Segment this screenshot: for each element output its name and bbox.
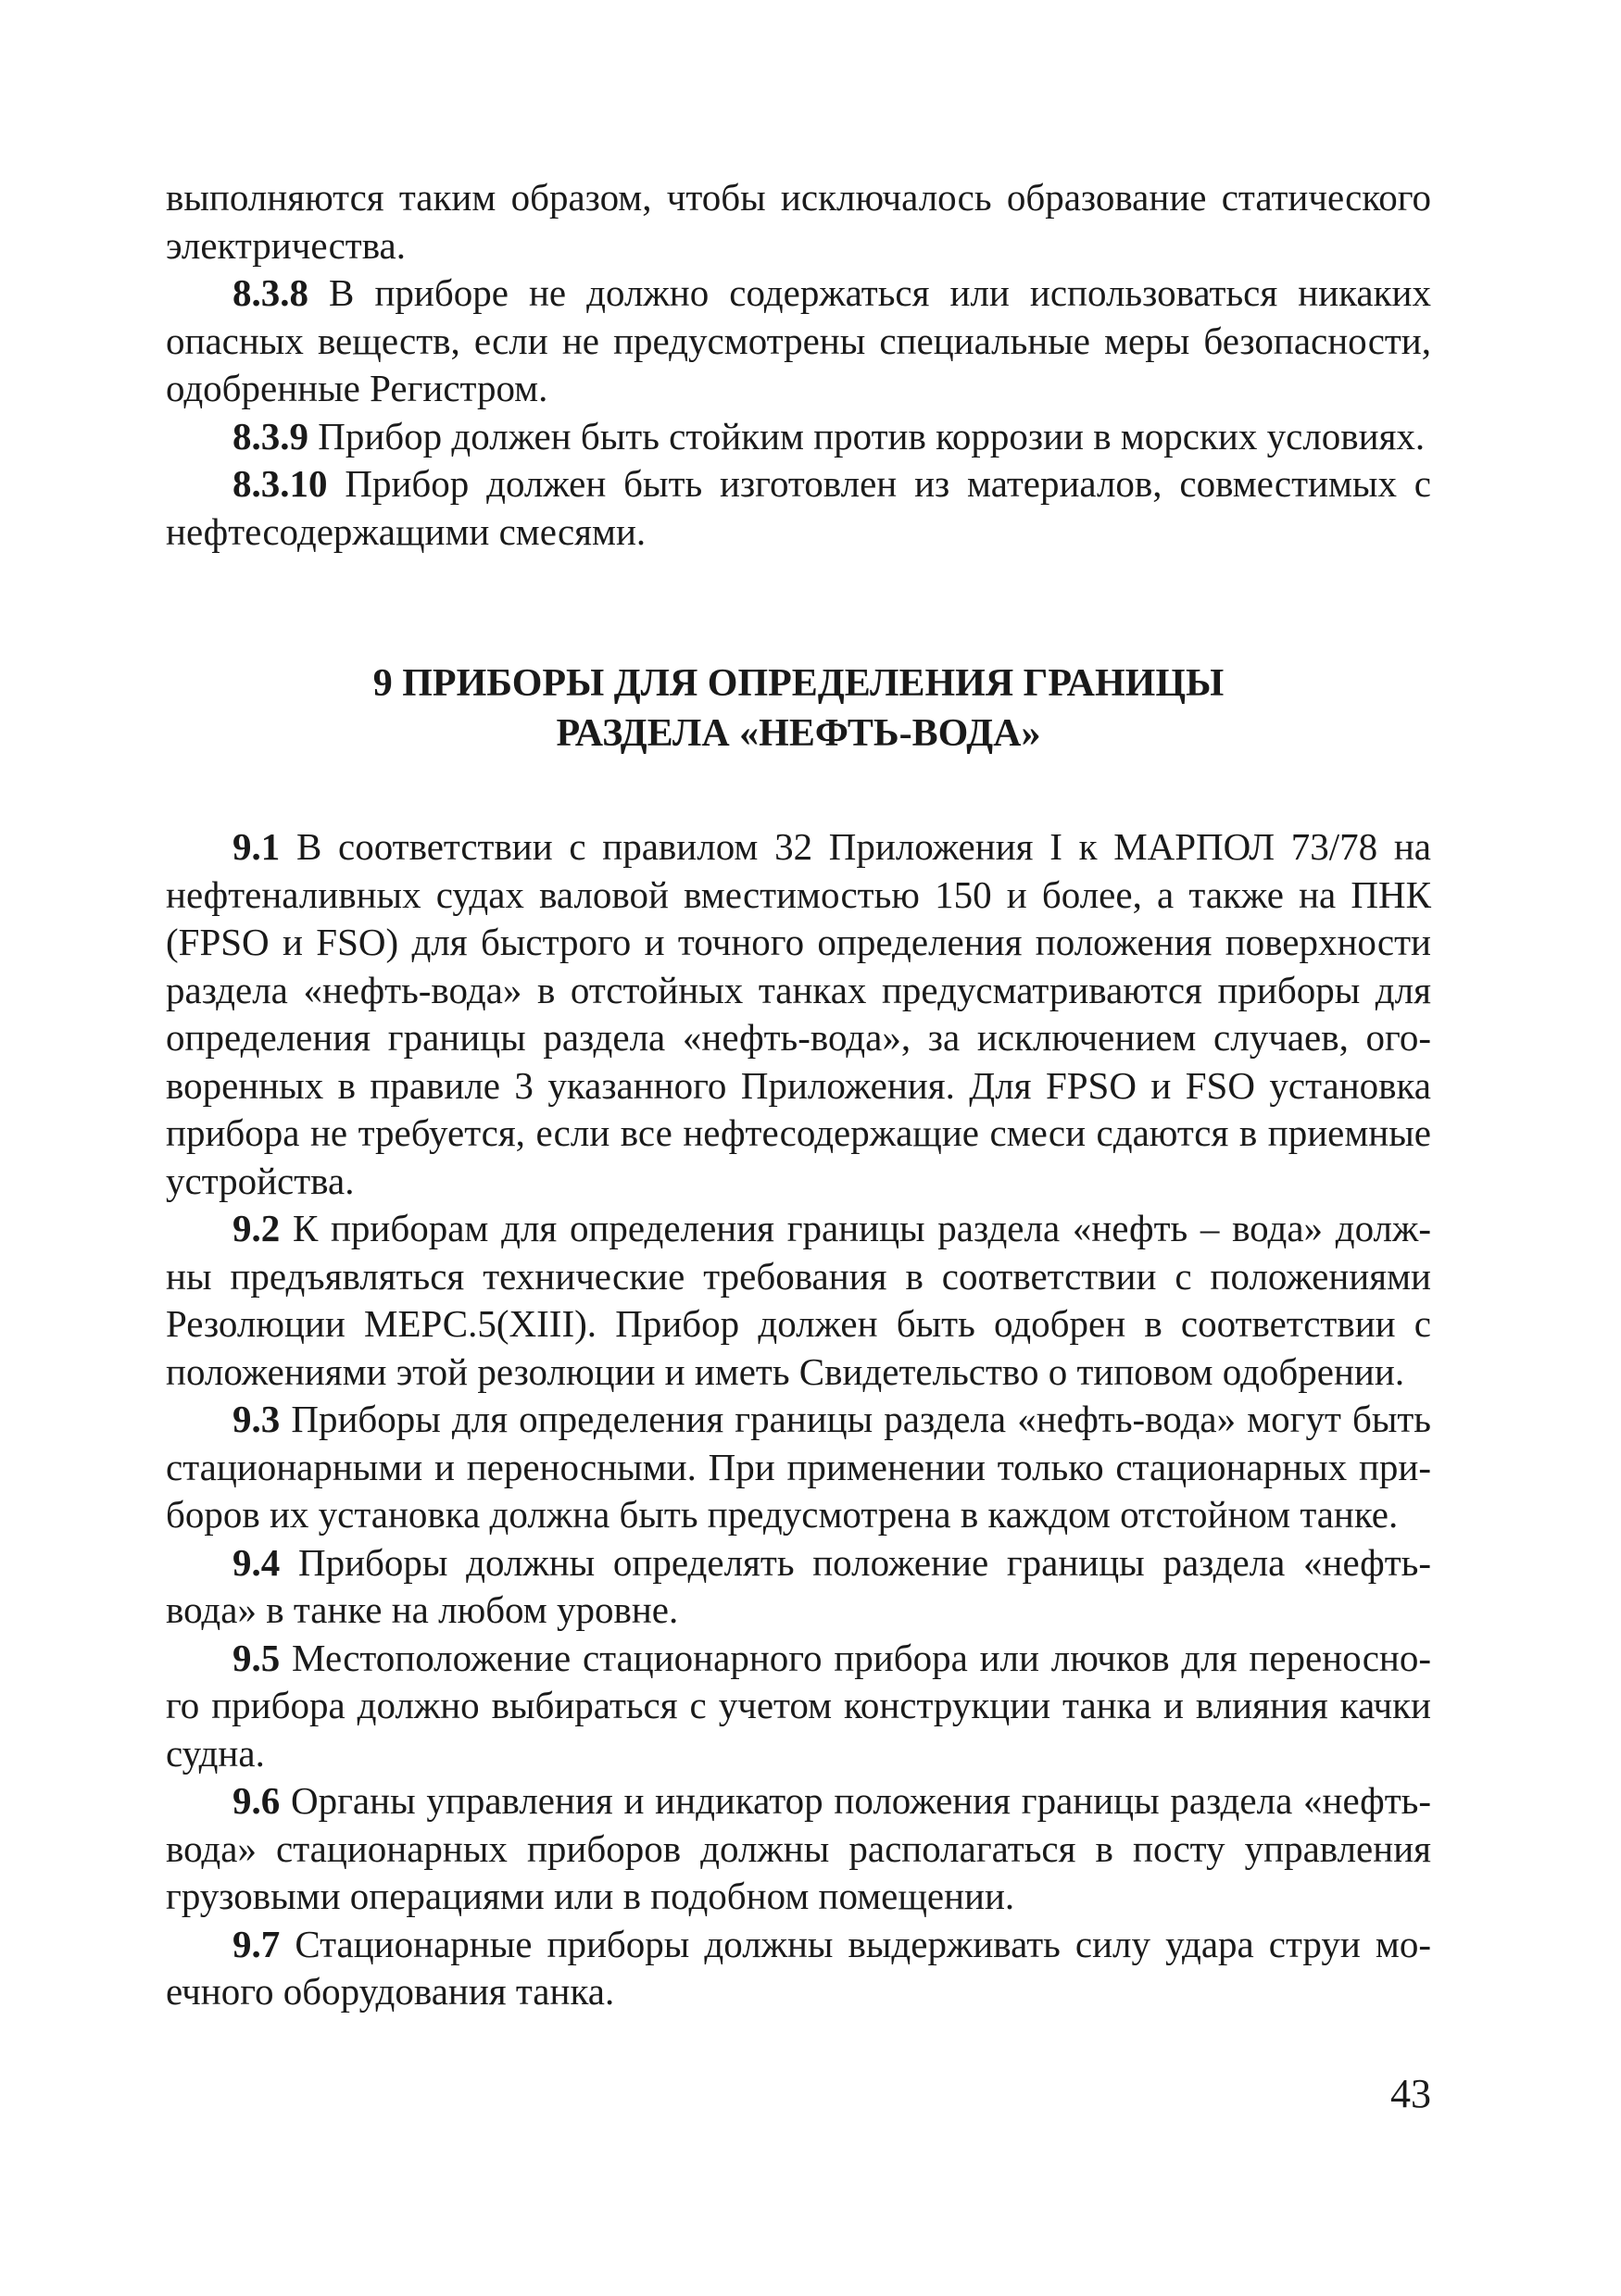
clause-text: Органы управления и индикатор положения границы раздела «нефть-вода» стационарных приборов должны располагаться в посту управления грузовыми операциями или в подобном помещении.: [166, 1779, 1431, 1917]
clause-number: 9.1: [232, 825, 281, 868]
clause-text: Местоположение стационарного прибора или лючков для переносного прибора должно выбираться с учетом конструкции танка и влияния качки судна.: [166, 1636, 1431, 1775]
clause-text: Прибор должен быть стойким против коррозии в морских условиях.: [308, 414, 1426, 458]
clause-9-5: [166, 1635, 1431, 1778]
clause-text: К приборам для определения границы раздела «нефть – вода» должны предъявляться технические требования в соответствии с положениями Резолюции МЕРС.5(XIII). Прибор должен быть одобрен в соответствии с положениями этой резолюции и иметь Свидетельство о типовом одобрении.: [166, 1207, 1431, 1393]
clause-text: Приборы для определения границы раздела «нефть-вода» могут быть стационарными и переносными. При применении только стационарных приборов их установка должна быть предусмотрена в каждом отстойном танке.: [166, 1398, 1431, 1536]
clause-text: Приборы должны определять положение границы раздела «нефть-вода» в танке на любом уровне.: [166, 1540, 1431, 1631]
clause-8-3-10: [166, 460, 1431, 556]
continuation-paragraph: выполняются таким образом, чтобы исключалось образование статического электричества.: [166, 176, 1431, 267]
clause-9-7: [166, 1921, 1431, 2016]
clause-9-1: [166, 823, 1431, 1205]
clause-text: Стационарные приборы должны выдерживать силу удара струи моечного оборудования танка.: [166, 1922, 1431, 2013]
clause-8-3-8: [166, 270, 1431, 413]
page-number: 43: [1390, 2071, 1431, 2116]
clause-number: 9.6: [232, 1779, 281, 1822]
clause-number: 9.2: [232, 1207, 281, 1249]
clause-text: В приборе не должно содержаться или использоваться никаких опасных веществ, если не предусмотрены специальные меры безопасности, одобренные Регистром.: [166, 271, 1431, 409]
clause-9-6: [166, 1777, 1431, 1921]
clause-9-4: [166, 1539, 1431, 1635]
section-heading: [166, 659, 1431, 759]
clause-text: В соответствии с правилом 32 Приложения I к МАРПОЛ 73/78 на нефтеналивных судах валовой вместимостью 150 и более, а также на ПНК (FPSO и FSO) для быстрого и точного определения положения поверхности раздела «нефть-вода» в отстойных танках предусматриваются приборы для определения границы раздела «нефть-вода», за исключением случаев, оговоренных в правиле 3 указанного Приложения. Для FPSO и FSO установка прибора не требуется, если все нефтесодержащие смеси сдаются в приемные устройства.: [166, 825, 1431, 1202]
document-page: [166, 174, 1431, 2016]
section-heading-line-2: РАЗДЕЛА «НЕФТЬ-ВОДА»: [556, 712, 1041, 755]
clause-number: 9.7: [232, 1922, 281, 1965]
clause-number: 9.5: [232, 1636, 281, 1679]
clause-number: 9.4: [232, 1540, 281, 1584]
clause-number: 8.3.10: [232, 462, 328, 505]
clause-text: Прибор должен быть изготовлен из материалов, совместимых с нефтесодержащими смесями.: [166, 462, 1431, 553]
clause-number: 8.3.8: [232, 271, 308, 314]
clause-8-3-9: [166, 413, 1431, 461]
section-heading-line-1: 9 ПРИБОРЫ ДЛЯ ОПРЕДЕЛЕНИЯ ГРАНИЦЫ: [372, 662, 1225, 705]
clause-number: 8.3.9: [232, 414, 308, 458]
clause-number: 9.3: [232, 1398, 281, 1440]
clause-9-2: [166, 1205, 1431, 1396]
clause-9-3: [166, 1396, 1431, 1539]
